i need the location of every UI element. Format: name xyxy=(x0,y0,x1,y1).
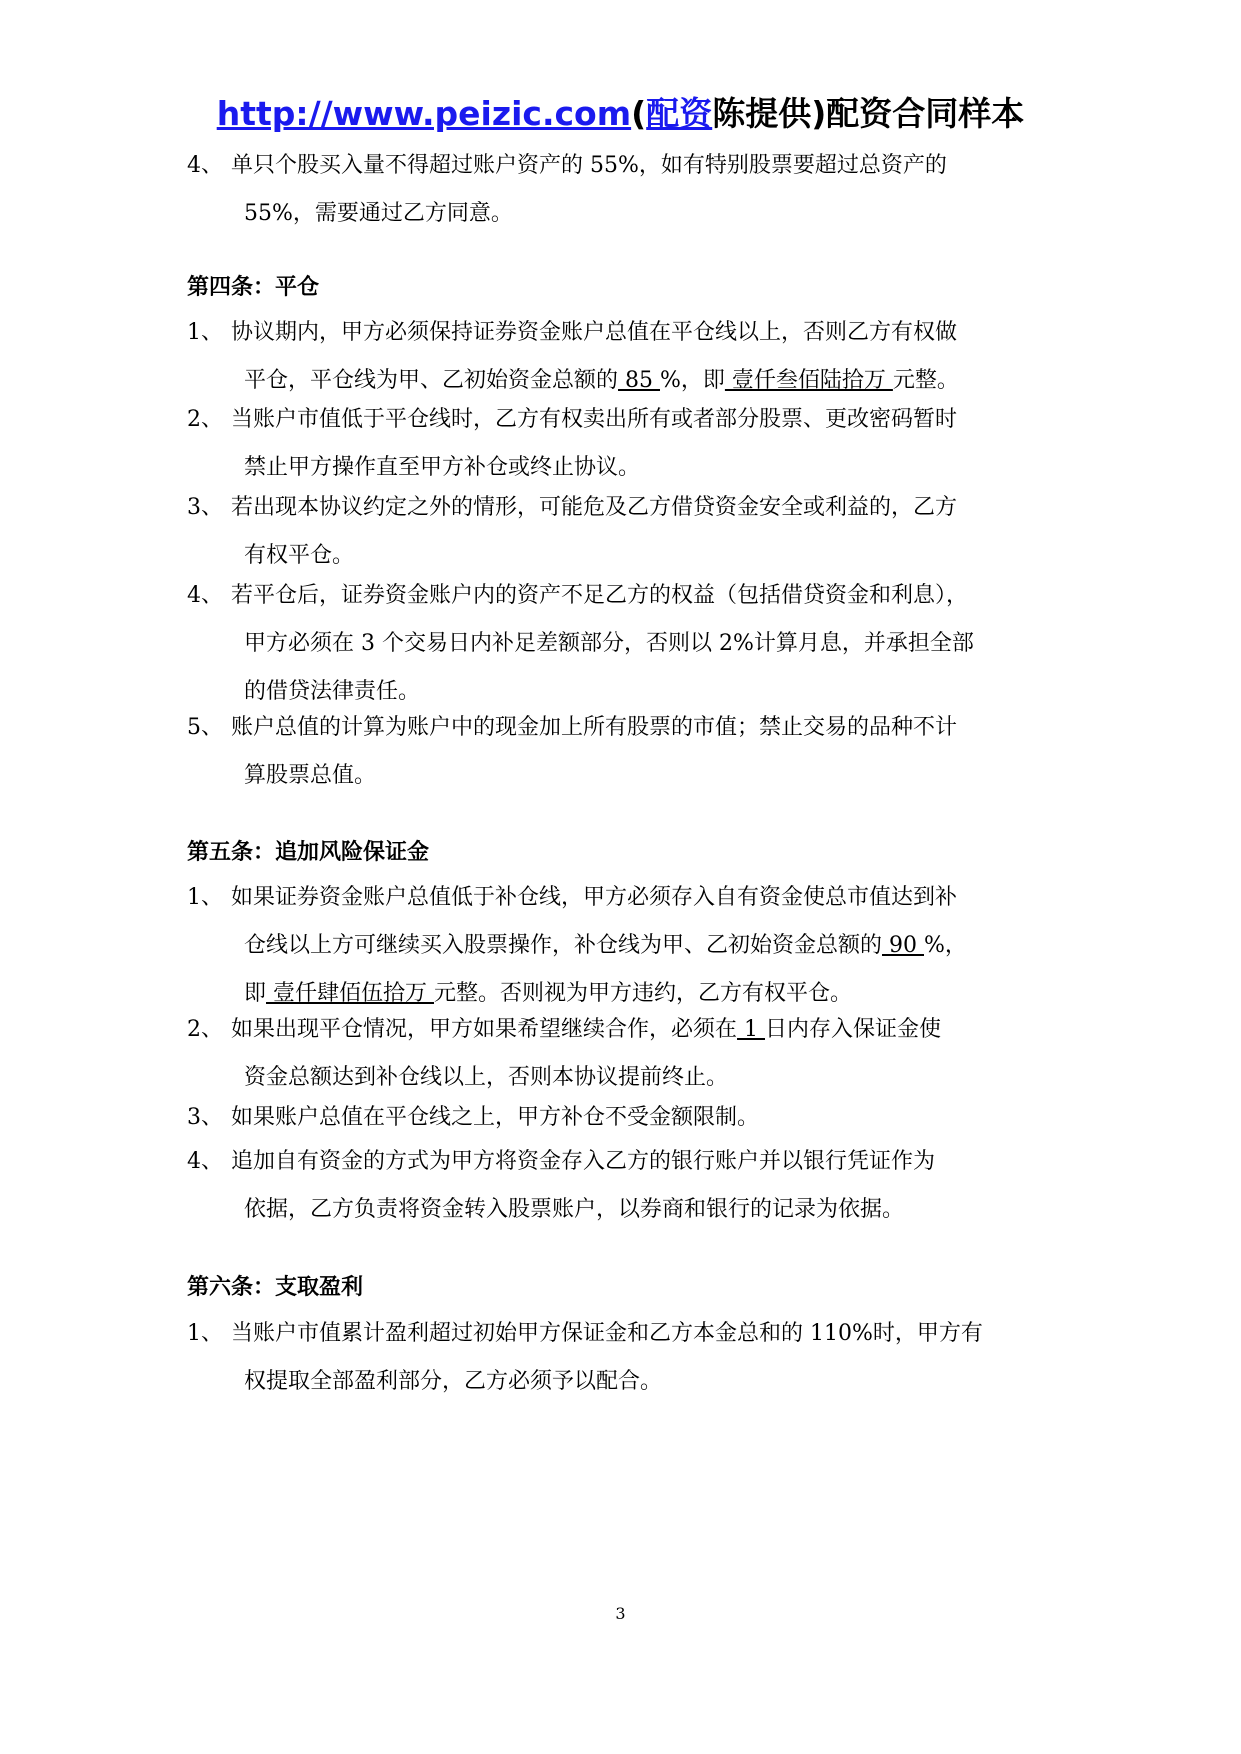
section-heading: 第六条：支取盈利 xyxy=(187,1275,364,1300)
list-item xyxy=(187,1138,935,1234)
item-number: 2、 xyxy=(187,407,223,432)
item-text: 权提取全部盈利部分，乙方必须予以配合。 xyxy=(244,1369,663,1394)
list-item xyxy=(187,1006,941,1102)
filled-amount: 壹仟肆佰伍拾万 xyxy=(266,981,435,1006)
filled-percentage: 85 xyxy=(618,368,660,393)
item-text: 依据，乙方负责将资金转入股票账户，以券商和银行的记录为依据。 xyxy=(244,1197,905,1222)
item-text: 元整。 xyxy=(892,368,959,393)
filled-percentage: 90 xyxy=(882,933,924,958)
list-item xyxy=(187,874,967,1018)
item-text: 即 xyxy=(244,981,267,1006)
header-open-paren: ( xyxy=(631,94,647,133)
list-item xyxy=(187,142,947,238)
item-text: 甲方必须在 3 个交易日内补足差额部分，否则以 2%计算月息，并承担全部 xyxy=(244,631,974,656)
list-item xyxy=(187,1310,983,1406)
item-number: 4、 xyxy=(187,1149,223,1174)
item-text: 的借贷法律责任。 xyxy=(244,679,421,704)
header-peizi-link[interactable]: 配资 xyxy=(646,94,713,133)
item-text: 元整。否则视为甲方违约，乙方有权平仓。 xyxy=(434,981,853,1006)
list-item xyxy=(187,309,959,405)
item-text: 账户总值的计算为账户中的现金加上所有股票的市值；禁止交易的品种不计 xyxy=(231,715,958,740)
list-item xyxy=(187,484,957,580)
item-number: 1、 xyxy=(187,320,223,345)
list-item xyxy=(187,396,957,492)
item-text: 追加自有资金的方式为甲方将资金存入乙方的银行账户并以银行凭证作为 xyxy=(231,1149,936,1174)
item-text: 当账户市值累计盈利超过初始甲方保证金和乙方本金总和的 110%时，甲方有 xyxy=(231,1321,983,1346)
item-number: 3、 xyxy=(187,495,223,520)
item-text: 如果账户总值在平仓线之上，甲方补仓不受金额限制。 xyxy=(231,1105,760,1130)
item-text: 单只个股买入量不得超过账户资产的 55%，如有特别股票要超过总资产的 xyxy=(231,153,947,178)
section-heading: 第四条：平仓 xyxy=(187,275,320,300)
item-text: 当账户市值低于平仓线时，乙方有权卖出所有或者部分股票、更改密码暂时 xyxy=(231,407,958,432)
item-text: 如果出现平仓情况，甲方如果希望继续合作，必须在 xyxy=(231,1017,738,1042)
item-number: 4、 xyxy=(187,153,223,178)
item-text: 资金总额达到补仓线以上，否则本协议提前终止。 xyxy=(244,1065,729,1090)
item-text: 禁止甲方操作直至甲方补仓或终止协议。 xyxy=(244,455,641,480)
item-text: %， xyxy=(924,933,967,958)
filled-days: 1 xyxy=(737,1017,765,1042)
item-text: 仓线以上方可继续买入股票操作，补仓线为甲、乙初始资金总额的 xyxy=(244,933,883,958)
page-number: 3 xyxy=(615,1604,626,1623)
list-item xyxy=(187,704,957,800)
item-number: 3、 xyxy=(187,1105,223,1130)
item-text: 平仓，平仓线为甲、乙初始资金总额的 xyxy=(244,368,619,393)
item-text: 算股票总值。 xyxy=(244,763,377,788)
item-text: 如果证券资金账户总值低于补仓线，甲方必须存入自有资金使总市值达到补 xyxy=(231,885,958,910)
item-number: 1、 xyxy=(187,1321,223,1346)
list-item xyxy=(187,1094,759,1142)
list-item xyxy=(187,572,974,716)
item-number: 1、 xyxy=(187,885,223,910)
section-heading: 第五条：追加风险保证金 xyxy=(187,840,430,865)
item-text: 若出现本协议约定之外的情形，可能危及乙方借贷资金安全或利益的，乙方 xyxy=(231,495,958,520)
header-url-link[interactable]: http://www.peizic.com xyxy=(216,94,632,133)
item-text: 55%，需要通过乙方同意。 xyxy=(244,201,513,226)
item-number: 5、 xyxy=(187,715,223,740)
header-title-rest: 陈提供)配资合同样本 xyxy=(712,94,1025,133)
item-text: 日内存入保证金使 xyxy=(765,1017,942,1042)
item-number: 2、 xyxy=(187,1017,223,1042)
item-number: 4、 xyxy=(187,583,223,608)
item-text: 有权平仓。 xyxy=(244,543,355,568)
item-text: %，即 xyxy=(660,368,725,393)
filled-amount: 壹仟叁佰陆拾万 xyxy=(724,368,893,393)
document-header xyxy=(0,92,1241,136)
item-text: 协议期内，甲方必须保持证券资金账户总值在平仓线以上，否则乙方有权做 xyxy=(231,320,958,345)
item-text: 若平仓后，证券资金账户内的资产不足乙方的权益（包括借贷资金和利息）， xyxy=(231,583,969,608)
